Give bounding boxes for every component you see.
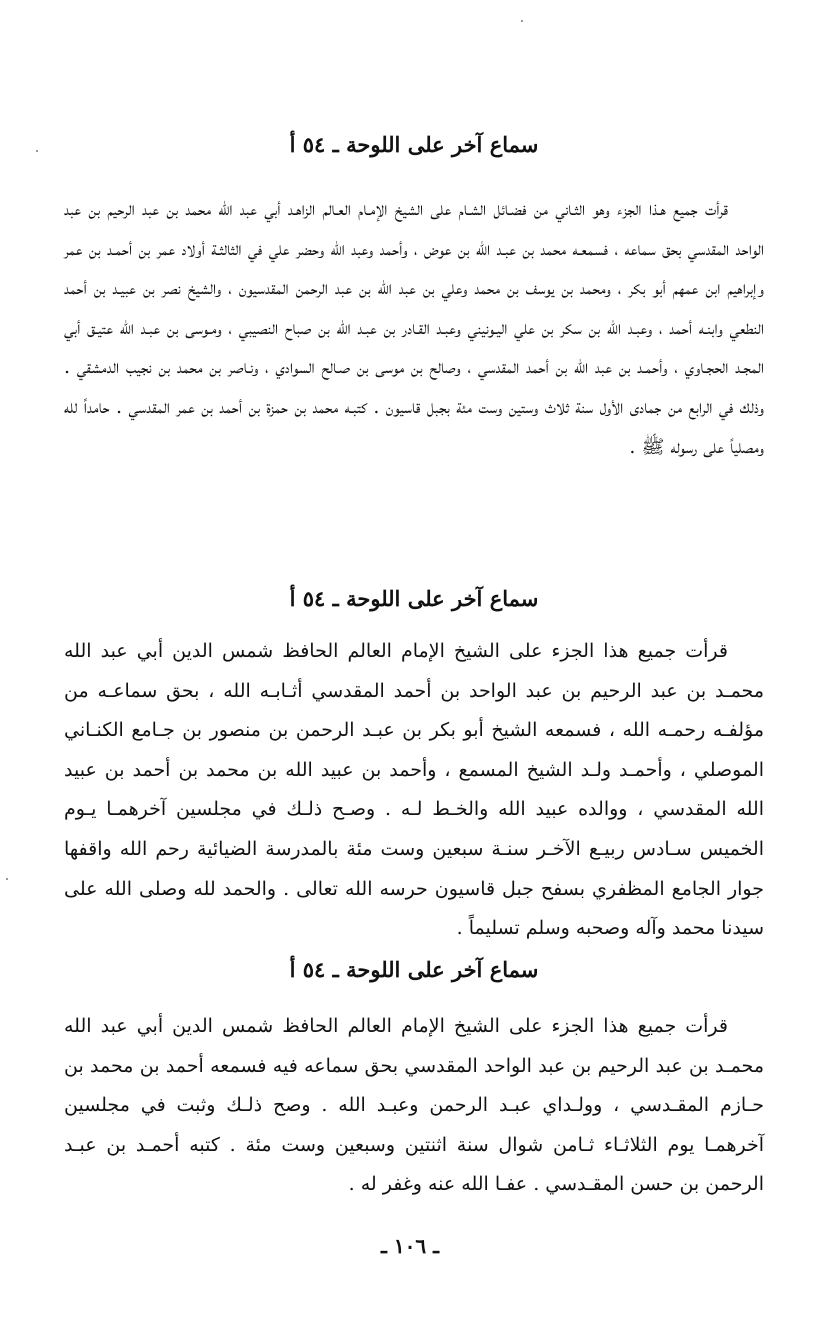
section-paragraph: قرأت جميع هـذا الجزء وهو الثـاني من فضـائل الشـام على الشيخ الإمـام العـالم الزاهـد أبي عبد الله محمد بن عبد الرحيم بن عبد الواحد المقدسي بحق سماعه ، فسمعـه محمد بن عبـد الله بن عوض ، وأحمد وعبد الله وحضر علي في الثالثـة أولاد عمر بن أحمـد بن عمر وإبراهيم ابن عمهم أبو بكر ، ومحمد بن يوسف بن محمد وعلي بن عبد الله بن عبد الرحمن المقدسيون ، والشيخ نصر بن عبيـد بن أحمد النطعي وابنـه أحمد ، وعبـد الله بن سكر بن علي اليـونيني وعبـد القـادر بن عبـد الله بن صباح النصيبي ، ومـوسى بن عبـد الله عتيـق أبي المجـد الحجـاوي ، وأحمـد بن عبد الله بن أحمد المقدسي ، وصالح بن موسى بن صـالح السوادي ، ونـاصر بن محمد بن نجيب الدمشقي . وذلك في الرابع من جمادى الأول سنة ثلاث وستين وست مئة بجبل قاسيون . كتبـه محمد بن حمزة بن أحمد بن عمر المقدسي . حامداً لله ومصلياً على رسوله ﷺ .: [64, 198, 764, 458]
speck: [521, 20, 523, 22]
section-paragraph: قرأت جميع هذا الجزء على الشيخ الإمام العالم الحافظ شمس الدين أبي عبد الله محمـد بن عبد الرحيم بن عبد الواحد بن أحمد المقدسي أثـابـه الله ، بحق سماعـه من مؤلفـه رحمـه الله ، فسمعه الشيخ أبو بكر بن عبـد الرحمن بن منصور بن جـامع الكنـاني الموصلي ، وأحمـد ولـد الشيخ المسمع ، وأحمد بن عبيد الله بن محمد بن أحمد بن عبيد الله المقدسي ، ووالده عبيد الله والخـط لـه . وصـح ذلـك في مجلسين آخرهمـا يـوم الخميس سـادس ربيـع الآخـر سنـة سبعين وست مئة بالمدرسة الضيائية رحم الله واقفها جوار الجامع المظفري بسفح جبل قاسيون حرسه الله تعالى . والحمد لله وصلى الله على سيدنا محمد وآله وصحبه وسلم تسليماً .: [64, 640, 764, 940]
section-heading: سماع آخر على اللوحة ـ ٥٤ أ: [289, 957, 539, 982]
section-paragraph: قرأت جميع هذا الجزء على الشيخ الإمام العالم الحافظ شمس الدين أبي عبد الله محمـد بن عبد الرحيم بن عبد الواحد المقدسي بحق سماعه فيه فسمعه أحمد بن محمد بن حـازم المقـدسي ، وولـداي عبـد الرحمن وعبـد الله . وصح ذلـك وثبت في مجلسين آخرهمـا يوم الثلاثـاء ثـامن شوال سنة اثنتين وسبعين وست مئة . كتبه أحمـد بن عبـد الرحمن بن حسن المقـدسي . عفـا الله عنه وغفر له .: [64, 1015, 764, 1196]
certificate-section-3: [64, 955, 764, 1205]
certificate-section-1: [64, 130, 764, 467]
speck: [36, 150, 38, 152]
page-number: ـ ١٠٦ ـ: [381, 1234, 439, 1258]
section-heading: سماع آخر على اللوحة ـ ٥٤ أ: [289, 132, 539, 157]
certificate-section-2: [64, 584, 764, 949]
section-heading: سماع آخر على اللوحة ـ ٥٤ أ: [289, 586, 539, 611]
speck: [6, 878, 8, 880]
